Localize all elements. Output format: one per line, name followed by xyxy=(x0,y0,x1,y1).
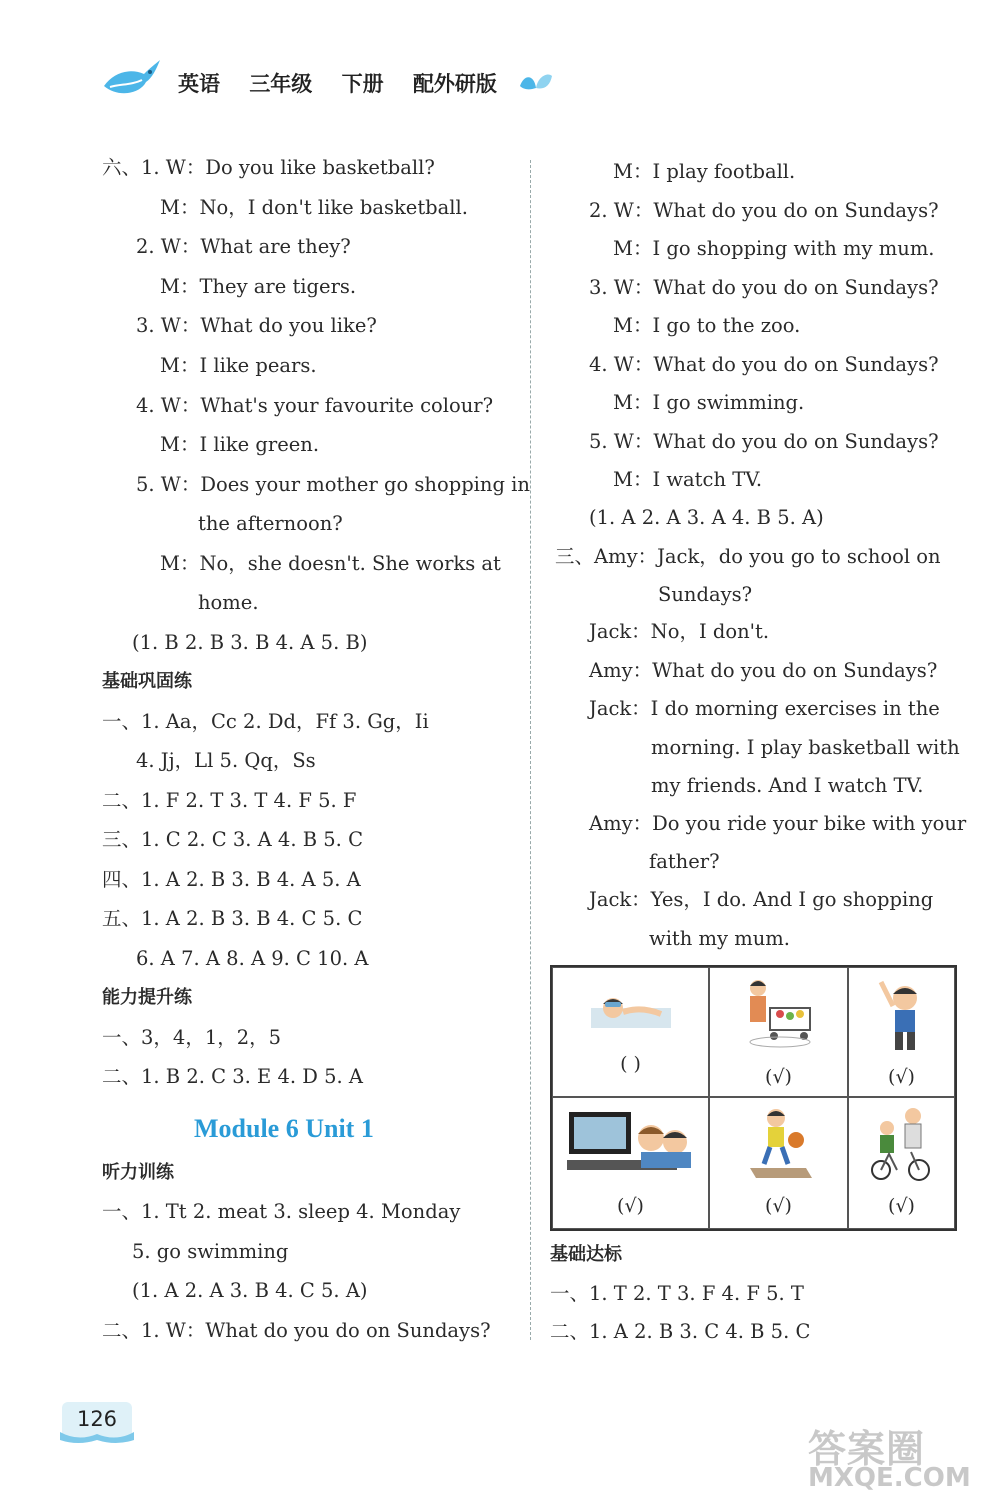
answer-line: M：I like pears. xyxy=(160,354,317,377)
answer-line: 6. A 7. A 8. A 9. C 10. A xyxy=(136,947,369,970)
answer-line: Jack：Yes，I do. And I go shopping xyxy=(589,888,934,911)
answer-key: (1. B 2. B 3. B 4. A 5. B) xyxy=(132,631,368,654)
page-header xyxy=(100,56,580,106)
check-mark: (√) xyxy=(888,1195,915,1217)
grade-label: 三年级 xyxy=(249,72,313,96)
answer-line: Amy：Do you ride your bike with your xyxy=(589,812,967,835)
grid-cell xyxy=(848,967,955,1097)
answer-line: M：I watch TV. xyxy=(613,468,763,491)
grid-cell xyxy=(709,967,848,1097)
shopping-picture xyxy=(740,976,820,1051)
watching-tv-picture xyxy=(567,1108,697,1178)
subject-label: 英语 xyxy=(178,72,220,96)
open-book-icon xyxy=(58,1430,136,1446)
answer-line: 4. W：What do you do on Sundays? xyxy=(589,353,939,376)
check-mark: (√) xyxy=(765,1195,792,1217)
answer-line: the afternoon? xyxy=(198,512,343,535)
answer-line: 二、1. F 2. T 3. T 4. F 5. F xyxy=(102,789,357,812)
answer-line: 3. W：What do you do on Sundays? xyxy=(589,276,939,299)
grid-cell xyxy=(552,1097,709,1229)
answer-line: 四、1. A 2. B 3. B 4. A 5. A xyxy=(102,868,361,891)
answer-line: 5. W：What do you do on Sundays? xyxy=(589,430,939,453)
section-heading: 能力提升练 xyxy=(102,987,192,1008)
answer-line: Jack：I do morning exercises in the xyxy=(589,697,940,720)
answer-line: M：I like green. xyxy=(160,433,320,456)
answer-line: M：No，she doesn't. She works at xyxy=(160,552,501,575)
answer-line: 4. Jj，Ll 5. Qq，Ss xyxy=(136,749,316,772)
answer-line: morning. I play basketball with xyxy=(651,736,960,759)
column-divider xyxy=(530,160,531,1340)
answer-line: M：I go shopping with my mum. xyxy=(613,237,935,260)
answer-line: my friends. And I watch TV. xyxy=(651,774,924,797)
answer-line: M：I go swimming. xyxy=(613,391,805,414)
answer-line: M：I go to the zoo. xyxy=(613,314,801,337)
answer-line: father? xyxy=(649,850,720,873)
watermark-logo: 答案圈 xyxy=(808,1427,926,1471)
watermark-url: MXQE.COM xyxy=(808,1463,971,1493)
answer-line: 一、1. Aa，Cc 2. Dd，Ff 3. Gg，Ii xyxy=(102,710,429,733)
answer-line: with my mum. xyxy=(649,927,790,950)
answer-line: 二、1. A 2. B 3. C 4. B 5. C xyxy=(550,1320,811,1343)
answer-line: Jack：No，I don't. xyxy=(589,620,770,643)
answer-line: 4. W：What's your favourite colour? xyxy=(136,394,494,417)
bird-logo-icon xyxy=(100,56,162,100)
answer-line: M：I play football. xyxy=(613,160,796,183)
answer-line: 3. W：What do you like? xyxy=(136,314,377,337)
edition-label: 配外研版 xyxy=(412,72,497,96)
grid-cell xyxy=(709,1097,848,1229)
answer-line: M：They are tigers. xyxy=(160,275,357,298)
answer-key: (1. A 2. A 3. A 4. B 5. A) xyxy=(589,506,824,529)
answer-line: 五、1. A 2. B 3. B 4. C 5. C xyxy=(102,907,363,930)
answer-line: 一、3，4，1，2，5 xyxy=(102,1026,282,1049)
answer-line: Sundays? xyxy=(658,583,753,606)
volume-label: 下册 xyxy=(341,72,384,96)
answer-line: 5. go swimming xyxy=(132,1240,289,1263)
exercise-picture xyxy=(877,976,932,1056)
grid-cell xyxy=(552,967,709,1097)
check-mark: ( ) xyxy=(620,1053,641,1075)
section-heading: 听力训练 xyxy=(102,1162,174,1183)
basketball-picture xyxy=(746,1106,816,1181)
answer-line: 一、1. T 2. T 3. F 4. F 5. T xyxy=(550,1282,804,1305)
section-heading: 基础巩固练 xyxy=(102,671,192,692)
answer-line: 5. W：Does your mother go shopping in xyxy=(136,473,530,496)
answer-key: (1. A 2. A 3. B 4. C 5. A) xyxy=(132,1279,368,1302)
section-heading: 基础达标 xyxy=(550,1244,622,1265)
answer-line: 二、1. B 2. C 3. E 4. D 5. A xyxy=(102,1065,364,1088)
answer-line: 2. W：What do you do on Sundays? xyxy=(589,199,939,222)
answer-line: 三、Amy：Jack，do you go to school on xyxy=(555,545,941,568)
answer-line: 六、1. W：Do you like basketball? xyxy=(102,156,435,179)
swimming-picture xyxy=(591,986,671,1036)
answer-line: 一、1. Tt 2. meat 3. sleep 4. Monday xyxy=(102,1200,461,1223)
answer-line: Amy：What do you do on Sundays? xyxy=(589,659,938,682)
answer-line: 二、1. W：What do you do on Sundays? xyxy=(102,1319,491,1342)
answer-line: home. xyxy=(198,591,259,614)
answer-line: 三、1. C 2. C 3. A 4. B 5. C xyxy=(102,828,363,851)
answer-line: M：No，I don't like basketball. xyxy=(160,196,468,219)
check-mark: (√) xyxy=(765,1066,792,1088)
riding-bike-picture xyxy=(867,1106,939,1186)
check-mark: (√) xyxy=(888,1066,915,1088)
picture-grid xyxy=(550,965,957,1231)
grid-cell xyxy=(848,1097,955,1229)
module-title: Module 6 Unit 1 xyxy=(194,1114,374,1143)
answer-line: 2. W：What are they? xyxy=(136,235,351,258)
leaf-decoration-icon xyxy=(518,70,554,92)
page-number: 126 xyxy=(62,1402,132,1440)
check-mark: (√) xyxy=(617,1195,644,1217)
